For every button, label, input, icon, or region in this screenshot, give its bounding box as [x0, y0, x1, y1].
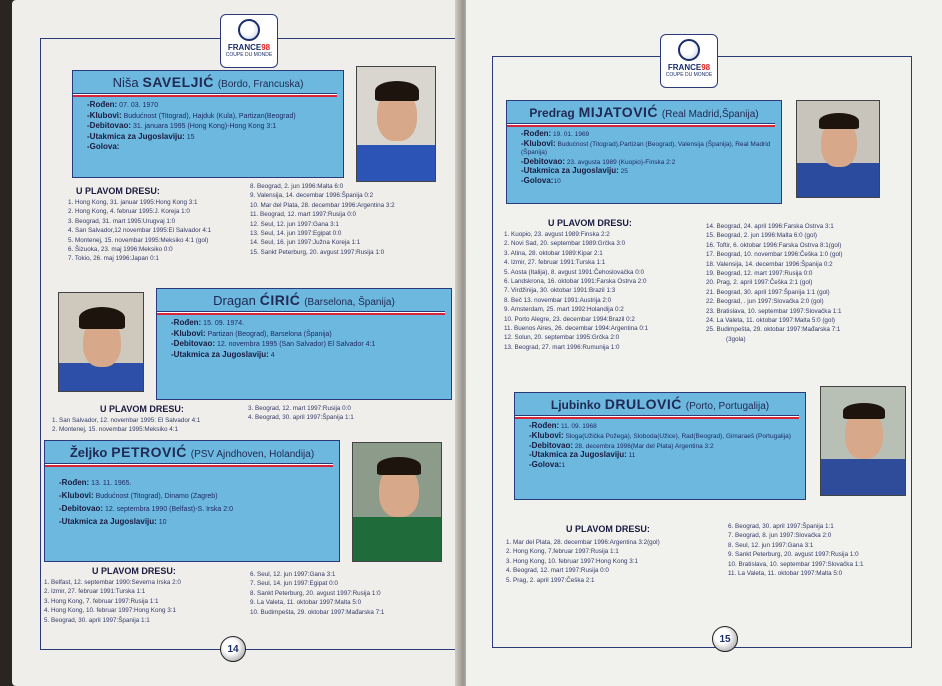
- match-item: 18. Valensija, 14. decembar 1996:Španija 0:2: [706, 260, 833, 268]
- match-item: 13. Beograd, 27. mart 1996:Rumunija 1:0: [504, 343, 620, 351]
- label-utakmica: -Utakmica za Jugoslaviju:: [171, 349, 269, 359]
- match-item: 6. Seul, 12. jun 1997:Gana 3:1: [250, 571, 336, 578]
- section-title-ciric: U PLAVOM DRESU:: [100, 404, 184, 414]
- clubs: Budućnost (Titograd), Dinamo (Zagreb): [95, 493, 218, 500]
- matches-petrovic-col1: [44, 578, 240, 625]
- label-klubovi: -Klubovi:: [171, 328, 206, 338]
- caps: 4: [270, 351, 275, 359]
- birth-date: 13. 11. 1965.: [91, 480, 132, 487]
- match-item: 22. Beograd, . jun 1997:Slovačka 2:0 (gol): [706, 298, 824, 306]
- label-roden: -Rođen:: [529, 421, 560, 430]
- player-photo-mijatovic: [796, 100, 880, 198]
- football-icon: [678, 39, 700, 61]
- label-roden: -Rođen:: [521, 129, 552, 138]
- label-utakmica: -Utakmica za Jugoslaviju:: [87, 131, 185, 141]
- match-item: 8. Sankt Peterburg, 20. avgust 1997:Rusija 1:0: [250, 589, 381, 597]
- match-item: 6. Landskrona, 16. oktobar 1991:Farska Ostrva 2:0: [504, 278, 647, 286]
- label-klubovi: -Klubovi:: [59, 491, 94, 500]
- match-item: 24. La Valeta, 11. oktobar 1997:Malta 5:0 (gol): [706, 317, 835, 325]
- debut: 31. januara 1995 (Hong Kong)-Hong Kong 3:1: [132, 123, 277, 130]
- match-item: 3. Hong Kong, 7. februar 1997:Rusija 1:1: [44, 597, 159, 605]
- match-item: 2. Novi Sad, 20. septembar 1989:Grčka 3:0: [504, 240, 626, 248]
- match-item: 7. Virdžinija, 30. oktobar 1991:Brazil 1:3: [504, 287, 616, 295]
- match-item: 7. Beograd, 8. jun 1997:Slovačka 2:0: [728, 532, 832, 540]
- match-item: (3gola): [726, 335, 746, 343]
- label-debitovao: -Debitovao:: [87, 121, 131, 130]
- player-photo-ciric: [58, 292, 144, 392]
- match-item: 5. Montenej, 15. novembar 1995:Meksiko 4:1 (gol): [68, 236, 209, 244]
- caps: 25: [620, 168, 628, 176]
- match-item: 17. Beograd, 10. novembar 1996:Češka 1:0 (gol): [706, 251, 843, 259]
- label-klubovi: -Klubovi:: [87, 110, 122, 120]
- player-photo-saveljic: [356, 66, 436, 182]
- match-item: 3. Hong Kong, 10. februar 1997:Hong Kong 3:1: [506, 557, 638, 565]
- match-item: 10. Mar del Plata, 28. decembar 1996:Argentina 3:2: [250, 201, 395, 209]
- france98-logo: [660, 34, 718, 88]
- player-last-name: ĆIRIĆ: [259, 292, 301, 308]
- label-golova: -Golova:: [529, 460, 562, 470]
- match-item: 15. Sankt Peterburg, 20. avgust 1997:Rusija 1:0: [250, 248, 385, 256]
- label-golova: -Golova:: [521, 175, 554, 185]
- match-item: 8. Seul, 12. jun 1997:Gana 3:1: [728, 541, 814, 549]
- match-item: 7. Seul, 14. jun 1997:Egipat 0:0: [250, 580, 338, 588]
- player-first-name: Dragan: [213, 293, 256, 308]
- debut: 28. decembra 1996(Mar del Plata) Argentina 3:2: [574, 442, 714, 450]
- logo-subtitle: COUPE DU MONDE: [225, 52, 273, 58]
- label-roden: -Rođen:: [87, 100, 118, 109]
- player-first-name: Niša: [112, 75, 139, 90]
- match-item: 1. Kuopio, 23. avgust 1989:Finska 2:2: [504, 231, 610, 238]
- match-item: 6. Šizuoka, 23. maj 1996:Meksiko 0:0: [68, 246, 173, 254]
- match-item: 2. Hong Kong, 7.februar 1997:Rusija 1:1: [506, 548, 619, 556]
- match-item: 10. Porto Alegre, 23. decembar 1994:Brazil 0:2: [504, 315, 635, 323]
- goals: 10: [553, 177, 561, 185]
- label-debitovao: -Debitovao:: [529, 440, 573, 450]
- birth-date: 15. 09. 1974.: [203, 320, 245, 327]
- france98-logo: [220, 14, 278, 68]
- label-debitovao: -Debitovao:: [171, 339, 215, 348]
- matches-saveljic-col2: [250, 182, 446, 257]
- right-page: [466, 0, 942, 686]
- label-klubovi: -Klubovi:: [521, 138, 556, 148]
- matches-drulovic-col2: [728, 522, 918, 578]
- caps: 11: [628, 452, 636, 460]
- caps: 10: [158, 519, 167, 526]
- player-last-name: PETROVIĆ: [111, 444, 187, 460]
- match-item: 5. Prag, 2. april 1997:Češka 2:1: [506, 576, 595, 584]
- section-title-mijatovic: U PLAVOM DRESU:: [548, 218, 632, 228]
- match-item: 2. Izmir, 27. februar 1991:Turska 1:1: [44, 588, 146, 596]
- match-item: 11. Beograd, 12. mart 1997:Rusija 0:0: [250, 211, 356, 219]
- match-item: 8. Beograd, 2. jun 1996:Malta 6:0: [250, 183, 344, 190]
- logo-text: FRANCE: [227, 43, 262, 52]
- player-club: (Porto, Portugalija): [685, 401, 770, 412]
- match-item: 16. Toftir, 6. oktobar 1996:Farska Ostrva 8:1(gol): [706, 241, 842, 249]
- match-item: 4. Beograd, 12. mart 1997:Rusija 0:0: [506, 567, 609, 575]
- match-item: 12. Solun, 20. septembar 1995:Grčka 2:0: [504, 334, 620, 342]
- logo-text: FRANCE: [667, 63, 702, 72]
- match-item: 3. Beograd, 31. mart 1995:Urugvaj 1:0: [68, 217, 176, 225]
- logo-year: 98: [701, 63, 711, 72]
- match-item: 8. Beč 13. novembar 1991:Austrija 2:0: [504, 296, 612, 304]
- match-item: 19. Beograd, 12. mart 1997:Rusija 0:0: [706, 270, 813, 278]
- debut: 23. avgusta 1989 (Kuopio)-Finska 2:2: [566, 158, 676, 166]
- match-item: 7. Tokio, 26. maj 1996:Japan 0:1: [68, 255, 159, 263]
- matches-mijatovic-col2: [706, 222, 906, 344]
- match-item: 1. Belfast, 12. septembar 1990:Severna Irska 2:0: [44, 579, 181, 586]
- matches-petrovic-col2: [250, 570, 450, 617]
- match-item: 11. La Valeta, 11. oktobar 1997:Malta 5:0: [728, 570, 843, 578]
- player-card-mijatovic: [506, 100, 782, 204]
- football-icon: [238, 19, 260, 41]
- label-roden: -Rođen:: [59, 478, 90, 487]
- match-item: 10. Budimpešta, 29. oktobar 1997:Mađarska 7:1: [250, 608, 385, 616]
- section-title-drulovic: U PLAVOM DRESU:: [566, 524, 650, 534]
- label-debitovao: -Debitovao:: [59, 504, 103, 513]
- player-card-saveljic: [72, 70, 344, 178]
- match-item: 4. Hong Kong, 10. februar 1997:Hong Kong 3:1: [44, 607, 176, 615]
- match-item: 2. Montenej, 15. novembar 1995:Meksiko 4:1: [52, 426, 179, 434]
- player-last-name: SAVELJIĆ: [142, 74, 214, 90]
- player-photo-petrovic: [352, 442, 442, 562]
- match-item: 4. Izmir, 27. februar 1991:Turska 1:1: [504, 259, 606, 267]
- match-item: 14. Seul, 16. jun 1997:Južna Koreja 1:1: [250, 239, 361, 247]
- player-card-ciric: [156, 288, 452, 400]
- match-item: 9. Amsterdam, 25. mart 1992:Holandija 0:2: [504, 306, 624, 314]
- birth-date: 19. 01. 1969: [553, 131, 590, 138]
- player-photo-drulovic: [820, 386, 906, 496]
- label-utakmica: -Utakmica za Jugoslaviju:: [521, 166, 619, 176]
- birth-date: 11. 09. 1968: [561, 423, 597, 430]
- label-klubovi: -Klubovi:: [529, 430, 564, 440]
- player-first-name: Ljubinko: [550, 398, 601, 412]
- player-club: (PSV Ajndhoven, Holandija): [190, 449, 315, 460]
- label-golova: -Golova:: [87, 142, 120, 151]
- match-item: 5. Aosta (Italija), 8. avgust 1991:Čehoslovačka 0:0: [504, 268, 645, 276]
- match-item: 23. Bratislava, 10. septembar 1997:Slovačka 1:1: [706, 307, 842, 315]
- clubs: Sloga(Užička Požega), Sloboda(Užice), Rad(Beograd), Gimaraeš (Portugalija): [565, 432, 791, 440]
- player-card-drulovic: [514, 392, 806, 500]
- logo-year: 98: [261, 43, 271, 52]
- label-debitovao: -Debitovao:: [521, 156, 565, 166]
- match-item: 1. Hong Kong, 31. januar 1995:Hong Kong 3:1: [68, 199, 198, 206]
- debut: 12. septembra 1990 (Belfast)-S. Irska 2:0: [104, 506, 233, 513]
- birth-date: 07. 03. 1970: [119, 102, 159, 109]
- match-item: 1. San Salvador, 12. novembar 1995: El Salvador 4:1: [52, 417, 201, 424]
- player-last-name: MIJATOVIĆ: [578, 104, 659, 120]
- match-item: 9. Sankt Peterburg, 20. avgust 1997:Rusija 1:0: [728, 551, 859, 559]
- match-item: 12. Seul, 12. jun 1997:Gana 3:1: [250, 220, 339, 228]
- left-page: [12, 0, 464, 686]
- match-item: 4. San Salvador,12 novembar 1995:El Salvador 4:1: [68, 227, 212, 235]
- match-item: 1. Mar del Plata, 28. decembar 1996:Argentina 3:2(gol): [506, 539, 660, 546]
- player-last-name: DRULOVIĆ: [604, 396, 682, 412]
- page-number: 15: [712, 626, 738, 652]
- match-item: 3. Beograd, 12. mart 1997:Rusija 0:0: [248, 405, 351, 412]
- match-item: 15. Beograd, 2. jun 1996:Malta 6:0 (gol): [706, 232, 817, 240]
- page-number: 14: [220, 636, 246, 662]
- match-item: 6. Beograd, 30. april 1997:Španija 1:1: [728, 523, 834, 530]
- player-club: (Real Madrid,Španija): [661, 109, 759, 120]
- caps: 15: [186, 133, 195, 141]
- player-club: (Barselona, Španija): [304, 297, 395, 308]
- match-item: 9. Valensija, 14. decembar 1996:Španija 0:2: [250, 192, 374, 200]
- label-roden: -Rođen:: [171, 318, 202, 327]
- match-item: 2. Hong Kong, 4. februar 1995:J. Koreja 1:0: [68, 208, 190, 216]
- match-item: 9. La Valeta, 11. oktobar 1997:Malta 5:0: [250, 599, 362, 607]
- clubs: Budućnost (Titograd),Partizan (Beograd), Valensija (Španija), Real Madrid (Španija): [521, 140, 771, 157]
- match-item: 21. Beograd, 30. april 1997:Španija 1:1 (gol): [706, 288, 830, 296]
- logo-subtitle: COUPE DU MONDE: [665, 72, 713, 78]
- matches-drulovic-col1: [506, 538, 706, 585]
- match-item: 25. Budimpešta, 29. oktobar 1997:Mađarska 7:1: [706, 326, 841, 334]
- debut: 12. novembra 1995 (San Salvador) El Salvador 4:1: [216, 341, 376, 348]
- matches-ciric-col2: [248, 404, 444, 423]
- matches-mijatovic-col1: [504, 230, 700, 352]
- match-item: 14. Beograd, 24. april 1996:Farska Ostrva 3:1: [706, 223, 834, 230]
- match-item: 20. Prag, 2. april 1997:Češka 2:1 (gol): [706, 279, 813, 287]
- match-item: 4. Beograd, 30. april 1997:Španija 1:1: [248, 414, 354, 422]
- match-item: 3. Atina, 28. oktobar 1989:Kipar 2:1: [504, 249, 603, 257]
- player-card-petrovic: [44, 440, 340, 562]
- matches-ciric-col1: [52, 416, 248, 435]
- label-utakmica: -Utakmica za Jugoslaviju:: [529, 450, 627, 460]
- player-first-name: Predrag: [529, 106, 575, 120]
- player-first-name: Željko: [69, 445, 108, 460]
- section-title-saveljic: U PLAVOM DRESU:: [76, 186, 160, 196]
- match-item: 13. Seul, 14. jun 1997:Egipat 0:0: [250, 230, 342, 238]
- matches-saveljic-col1: [68, 198, 244, 264]
- label-utakmica: -Utakmica za Jugoslaviju:: [59, 517, 157, 526]
- match-item: 5. Beograd, 30. april 1997:Španija 1:1: [44, 616, 150, 624]
- clubs: Budućnost (Titograd), Hajduk (Kula), Partizan(Beograd): [123, 112, 296, 120]
- clubs: Partizan (Beograd), Barselona (Španija): [207, 330, 332, 338]
- match-item: 10. Bratislava, 10. septembar 1997:Slovačka 1:1: [728, 560, 864, 568]
- player-club: (Bordo, Francuska): [217, 79, 304, 90]
- match-item: 11. Buenos Aires, 26. decembar 1994:Argentina 0:1: [504, 325, 649, 333]
- section-title-petrovic: U PLAVOM DRESU:: [92, 566, 176, 576]
- goals: 1: [561, 462, 566, 470]
